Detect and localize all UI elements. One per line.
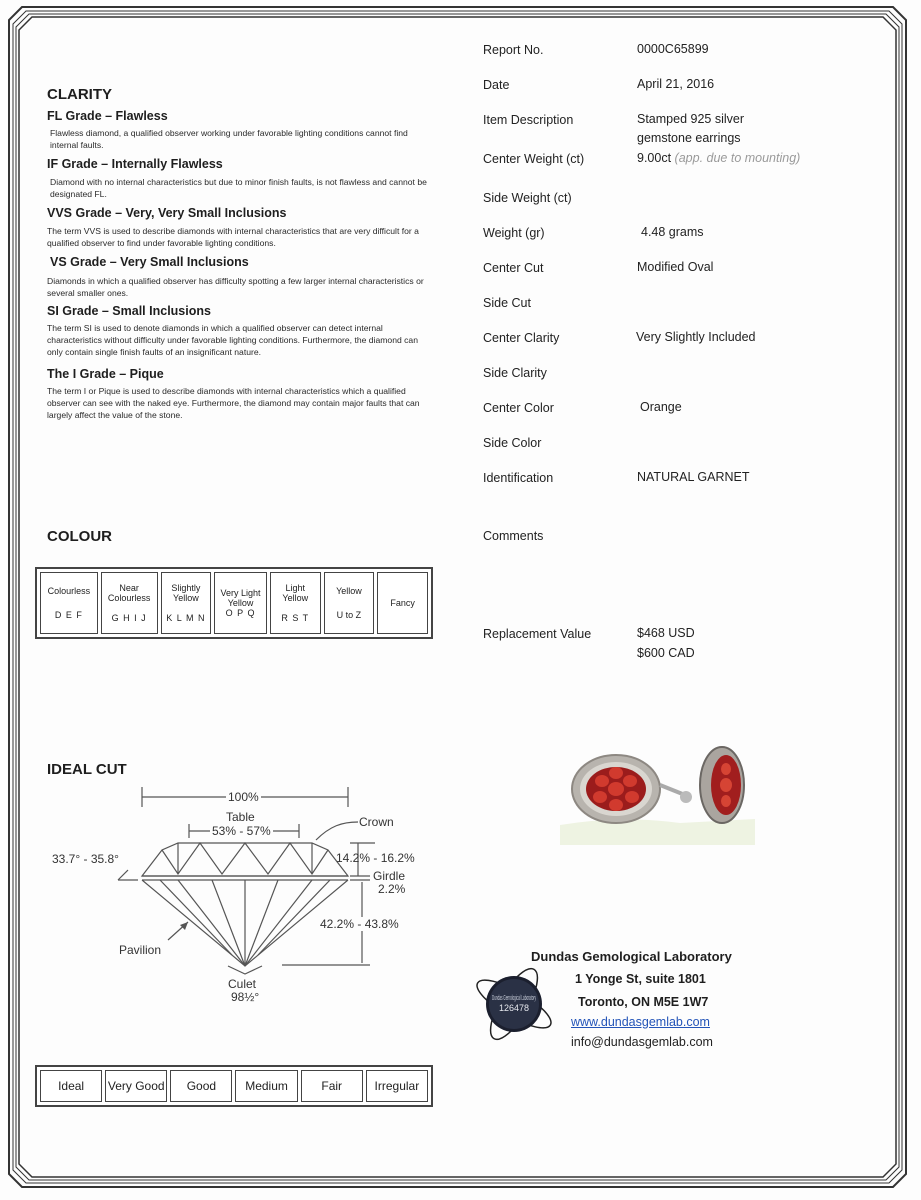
colour-grades: G H I J	[111, 613, 147, 623]
grade-vs-title: VS Grade – Very Small Inclusions	[50, 255, 249, 269]
colour-grades: U to Z	[336, 610, 362, 620]
cut-culet-label: Culet	[228, 977, 257, 991]
center-weight-amount: 9.00ct	[637, 151, 672, 165]
grade-si-text: The term SI is used to denote diamonds in which a qualified observer can detect internal characteristics without difficulty under favorable lighting conditions. Furthermore, the diamond can only contain single finish faults of an insignificant nature.	[47, 323, 418, 357]
identification-label: Identification	[483, 471, 554, 485]
center-clarity-label: Center Clarity	[483, 331, 560, 345]
cut-girdle-value: 2.2%	[378, 882, 406, 896]
colour-grades: K L M N	[166, 613, 206, 623]
cut-grade-cell: Medium	[235, 1070, 297, 1102]
center-weight-label: Center Weight (ct)	[483, 152, 585, 166]
center-weight-note: (app. due to mounting)	[674, 151, 801, 165]
replacement-value-usd: $468 USD	[637, 626, 695, 640]
report-no-value: 0000C65899	[637, 42, 709, 56]
colour-name: Fancy	[390, 598, 415, 608]
grade-si-title: SI Grade – Small Inclusions	[47, 304, 211, 318]
cut-grade-table	[35, 1065, 433, 1107]
grade-fl-title: FL Grade – Flawless	[47, 109, 168, 123]
cut-pavilion-label: Pavilion	[119, 943, 162, 957]
side-clarity-label: Side Clarity	[483, 366, 547, 380]
item-description-label: Item Description	[483, 113, 574, 127]
cut-girdle-label: Girdle	[373, 869, 406, 883]
grade-fl-text: Flawless diamond, a qualified observer working under favorable lighting conditions cannot find internal faults.	[50, 128, 408, 150]
colour-name: Near Colourless	[107, 583, 151, 603]
colour-grades: R S T	[281, 613, 310, 623]
identification-value: NATURAL GARNET	[637, 470, 750, 484]
comments-label: Comments	[483, 529, 544, 543]
seal-label: Dundas Gemological Laboratory	[492, 995, 537, 1002]
lab-email: info@dundasgemlab.com	[571, 1035, 713, 1049]
grade-i-title: The I Grade – Pique	[47, 367, 164, 381]
colour-name: Light Yellow	[282, 583, 309, 603]
colour-name: Colourless	[47, 586, 91, 596]
cut-crown-angle: 33.7° - 35.8°	[52, 852, 119, 866]
center-cut-label: Center Cut	[483, 261, 544, 275]
lab-seal-logo	[470, 948, 560, 1060]
center-cut-value: Modified Oval	[637, 260, 714, 274]
side-weight-label: Side Weight (ct)	[483, 191, 572, 205]
item-description-value: Stamped 925 silver gemstone earrings	[637, 112, 745, 145]
cut-grade-cell: Very Good	[105, 1070, 167, 1102]
report-no-label: Report No.	[483, 43, 544, 57]
date-value: April 21, 2016	[637, 77, 715, 91]
grade-vvs-title: VVS Grade – Very, Very Small Inclusions	[47, 206, 287, 220]
cut-pavilion-depth: 42.2% - 43.8%	[320, 917, 399, 931]
earrings-photo	[560, 745, 755, 845]
colour-heading: COLOUR	[47, 528, 112, 545]
clarity-heading: CLARITY	[47, 86, 112, 103]
cut-grade-cell: Fair	[301, 1070, 363, 1102]
center-clarity-value: Very Slightly Included	[636, 330, 756, 344]
date-label: Date	[483, 78, 510, 92]
replacement-value-cad: $600 CAD	[637, 646, 695, 660]
lab-name: Dundas Gemological Laboratory	[531, 949, 732, 964]
side-color-label: Side Color	[483, 436, 542, 450]
cut-table-label: Table	[226, 810, 255, 824]
replacement-value-label: Replacement Value	[483, 627, 592, 641]
colour-name: Yellow	[336, 586, 362, 596]
colour-grades: O P Q	[225, 608, 256, 618]
colour-grades: D E F	[54, 610, 83, 620]
cut-grade-cell: Good	[170, 1070, 232, 1102]
grade-vs-text: Diamonds in which a qualified observer has difficulty spotting a few larger internal characteristics or several smaller ones.	[47, 276, 424, 298]
ideal-cut-heading: IDEAL CUT	[47, 761, 127, 778]
seal-number: 126478	[498, 1003, 530, 1013]
side-cut-label: Side Cut	[483, 296, 531, 310]
lab-website-link[interactable]: www.dundasgemlab.com	[571, 1015, 710, 1029]
colour-name: Very Light Yellow	[220, 588, 261, 608]
cut-grade-cell: Ideal	[40, 1070, 102, 1102]
center-weight-value	[637, 149, 800, 168]
cut-crown-height: 14.2% - 16.2%	[336, 851, 415, 865]
grade-if-text: Diamond with no internal characteristics but due to minor finish faults, is not flawless and cannot be designated FL.	[50, 177, 427, 199]
cut-grade-cell: Irregular	[366, 1070, 428, 1102]
center-color-label: Center Color	[483, 401, 554, 415]
weight-label: Weight (gr)	[483, 226, 545, 240]
grade-vvs-text: The term VVS is used to describe diamonds with internal characteristics that are very difficult for a qualified observer to find under favorable lighting conditions.	[47, 226, 419, 248]
grade-i-text: The term I or Pique is used to describe diamonds with internal characteristics which a qualified observer can see with the naked eye. Furthermore, the diamond may contain major faults that can largely affect the value of the stone.	[47, 386, 420, 420]
lab-address-line2: Toronto, ON M5E 1W7	[578, 995, 709, 1009]
cut-total-label: 100%	[228, 790, 259, 804]
lab-address-line1: 1 Yonge St, suite 1801	[575, 972, 706, 986]
cut-crown-label: Crown	[359, 815, 394, 829]
colour-name: Slightly Yellow	[171, 583, 201, 603]
cut-culet-value: 98½°	[231, 990, 260, 1004]
weight-value: 4.48 grams	[641, 225, 704, 239]
grade-if-title: IF Grade – Internally Flawless	[47, 157, 223, 171]
cut-table-range: 53% - 57%	[212, 824, 271, 838]
center-color-value: Orange	[640, 400, 682, 414]
